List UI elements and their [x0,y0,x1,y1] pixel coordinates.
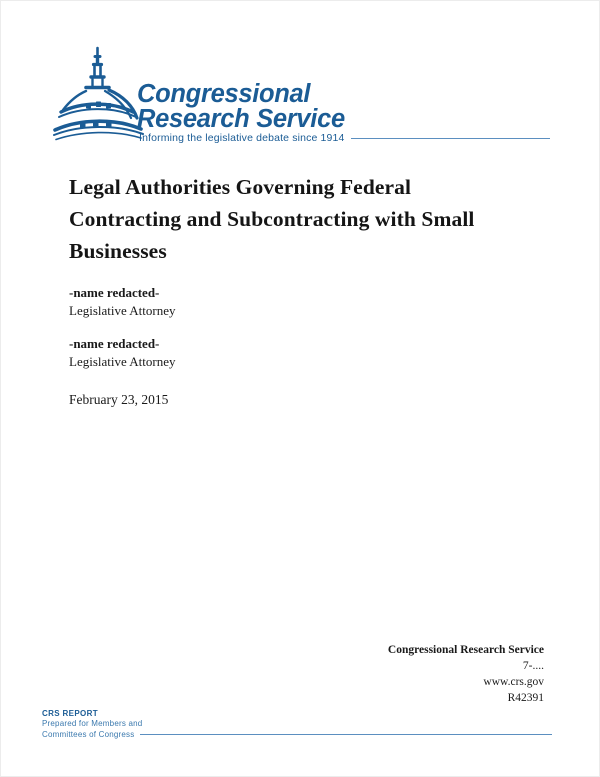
crs-wordmark [137,82,557,132]
crs-footer-subtitle-line2: Committees of Congress [42,729,135,739]
crs-report-label: CRS REPORT [42,709,98,718]
page-title: Legal Authorities Governing Federal Contracting and Subcontracting with Small Businesses [69,175,475,263]
crs-footer-subtitle-line1: Prepared for Members and [42,719,143,728]
contact-website[interactable]: www.crs.gov [483,676,544,688]
contact-organization: Congressional Research Service [387,644,544,656]
masthead [53,46,553,151]
report-number: R42391 [507,692,544,704]
author-block [69,284,469,409]
capitol-dome-icon [53,46,145,141]
author-name: -name redacted- [69,285,160,300]
masthead-rule [351,138,550,139]
crs-report-footer [42,709,552,740]
author-entry [69,335,469,371]
crs-footer-rule [140,734,552,735]
masthead-tagline-row [139,132,600,144]
masthead-tagline: Informing the legislative debate since 1914 [139,132,345,144]
wordmark-line-research-service: Research Service [137,105,345,133]
report-date: February 23, 2015 [69,392,169,407]
contact-block [388,642,544,706]
author-name: -name redacted- [69,336,160,351]
author-role: Legislative Attorney [69,303,176,318]
wordmark-line-congressional: Congressional [137,80,311,108]
author-entry [69,284,469,320]
contact-phone: 7-.... [522,660,544,672]
author-role: Legislative Attorney [69,354,176,369]
crs-footer-subtitle-row [42,730,552,741]
